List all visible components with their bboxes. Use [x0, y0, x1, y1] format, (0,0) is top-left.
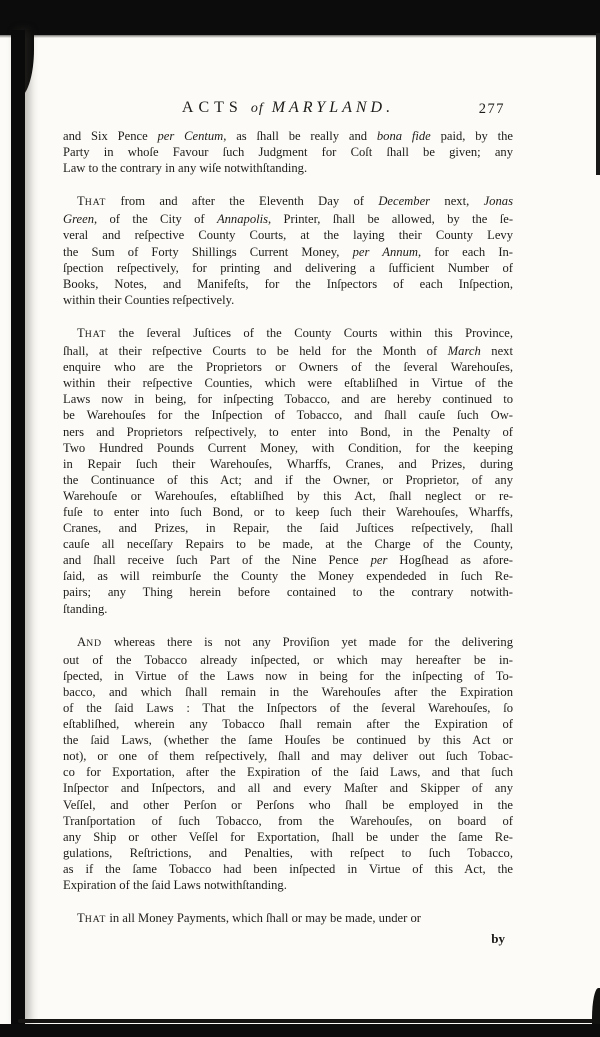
text-line: ſpected, in Virtue of the Laws now in being for the inſpecting of To- — [63, 668, 513, 683]
text-line: ſtanding. — [63, 601, 108, 616]
text-line: Veſſel, and other Perſon or Perſons who ſhall be employed in the — [63, 797, 513, 812]
text-line: ſhall, at their reſpective Courts to be held for the Month of March next — [63, 344, 513, 359]
text-line: within their Counties reſpectively. — [63, 292, 235, 307]
text-line: THAT the ſeveral Juſtices of the County Courts within this Province, — [77, 325, 513, 340]
text-line: enquire who are the Proprietors or Owners of the ſeveral Warehouſes, — [63, 360, 513, 375]
paragraph — [63, 325, 513, 617]
book-gutter-shadow — [11, 30, 25, 1025]
text-line: co for Exportation, after the Expiration of the ſaid Laws, and that ſuch — [63, 765, 513, 780]
text-line: pairs; any Thing herein before contained to the contrary notwith- — [63, 585, 513, 600]
scan-border-top — [0, 0, 600, 35]
body-paragraphs — [63, 128, 513, 928]
page-edge-shadow-bottom — [18, 1019, 596, 1023]
text-line: Cranes, and Prizes, in Repair, the ſaid Juſtices reſpectively, ſhall — [63, 521, 513, 536]
text-line: THAT in all Money Payments, which ſhall or may be made, under or — [77, 911, 421, 926]
text-line: be Warehouſes for the Inſpection of Tobacco, and ſhall cauſe ſuch Ow- — [63, 408, 513, 423]
text-line: Two Hundred Pounds Current Money, with Condition, for the keeping — [63, 440, 513, 455]
header-title-acts: ACTS — [181, 99, 243, 116]
text-line: the ſaid Laws, (whether the ſame Houſes be continued by this Act or — [63, 733, 513, 748]
text-line: eſtabliſhed, wherein any Tobacco ſhall remain after the Expiration of — [63, 717, 513, 732]
text-line: ners and Proprietors reſpectively, to enter into Bond, in the Penalty of — [63, 424, 513, 439]
paragraph — [63, 910, 513, 928]
text-line: Party in whoſe Favour ſuch Judgment for Coſt ſhall be given; any — [63, 145, 513, 160]
text-line: Expiration of the ſaid Laws notwithſtanding. — [63, 878, 287, 893]
scan-border-bottom — [0, 1024, 600, 1037]
paragraph — [63, 634, 513, 894]
running-header — [63, 99, 513, 119]
text-line: bacco, and which ſhall remain in the Warehouſes after the Expiration — [63, 684, 513, 699]
text-line: veral and reſpective County Courts, at the laying their County Levy — [63, 228, 513, 243]
text-line: ſaid, as will reimburſe the County the Money expendeded in ſuch Re- — [63, 569, 513, 584]
header-title-maryland: MARYLAND. — [271, 99, 395, 116]
text-line: Inſpector and Inſpectors, and all and every Maſter and Skipper of any — [63, 781, 513, 796]
text-line: within their reſpective Counties, which were eſtabliſhed in Virtue of the — [63, 376, 513, 391]
text-line: AND whereas there is not any Proviſion yet made for the delivering — [77, 634, 513, 649]
text-line: ſpection reſpectively, for printing and delivering a ſufficient Number of — [63, 260, 513, 275]
text-line: of the ſaid Laws : That the Inſpectors of the ſeveral Warehouſes, ſo — [63, 701, 513, 715]
text-line: Tranſportation of ſuch Tobacco, from the Warehouſes, on board of — [63, 813, 513, 828]
scan-edge-right — [596, 33, 600, 175]
text-line: THAT from and after the Eleventh Day of December next, Jonas — [77, 194, 513, 209]
text-line: Laws now in being, for inſpecting Tobacco, and are hereby continued to — [63, 392, 513, 407]
text-line: gulations, Reſtrictions, and Penalties, with reſpect to ſuch Tobacco, — [63, 845, 513, 860]
text-line: the Continuance of this Act; and if the Owner, or Proprietor, of any — [63, 472, 513, 487]
text-line: cauſe all neceſſary Repairs to be made, at the Charge of the County, — [63, 537, 513, 552]
text-line: fuſe to enter into ſuch Bond, or to keep ſuch their Warehouſes, Wharffs, — [63, 504, 513, 519]
header-title-of: of — [250, 101, 264, 116]
text-line: as if the ſame Tobacco had been inſpected in Virtue of this Act, the — [63, 861, 513, 876]
text-line: and Six Pence per Centum, as ſhall be really and bona fide paid, by the — [63, 129, 513, 143]
page-text-block — [63, 99, 513, 947]
text-line: not), or one of them reſpectively, ſhall and may deliver out ſuch Tobac- — [63, 749, 513, 764]
text-line: Law to the contrary in any wiſe notwithſtanding. — [63, 161, 308, 176]
paragraph — [63, 193, 513, 308]
text-line: any Ship or other Veſſel for Exportation, ſhall be under the ſame Re- — [63, 829, 513, 844]
page-curl-bottom-right — [592, 988, 600, 1026]
text-line: Warehouſe or Warehouſes, eſtabliſhed by this Act, ſhall neglect or re- — [63, 488, 513, 503]
text-line: out of the Tobacco already inſpected, or which may hereafter be in- — [63, 652, 513, 667]
text-line: the Sum of Forty Shillings Current Money, per Annum, for each In- — [63, 244, 513, 259]
text-line: and ſhall receive ſuch Part of the Nine Pence per Hogſhead as afore- — [63, 553, 513, 568]
text-line: Green, of the City of Annapolis, Printer, ſhall be allowed, by the ſe- — [63, 212, 514, 227]
catchword: by — [491, 931, 505, 947]
text-line: Books, Notes, and Manifeſts, for the Inſpectors of each Inſpection, — [63, 276, 513, 291]
paragraph — [63, 128, 513, 176]
text-line: in Repair ſuch their Warehouſes, Wharffs, Cranes, and Prizes, during — [63, 456, 513, 471]
page-number: 277 — [478, 101, 505, 117]
